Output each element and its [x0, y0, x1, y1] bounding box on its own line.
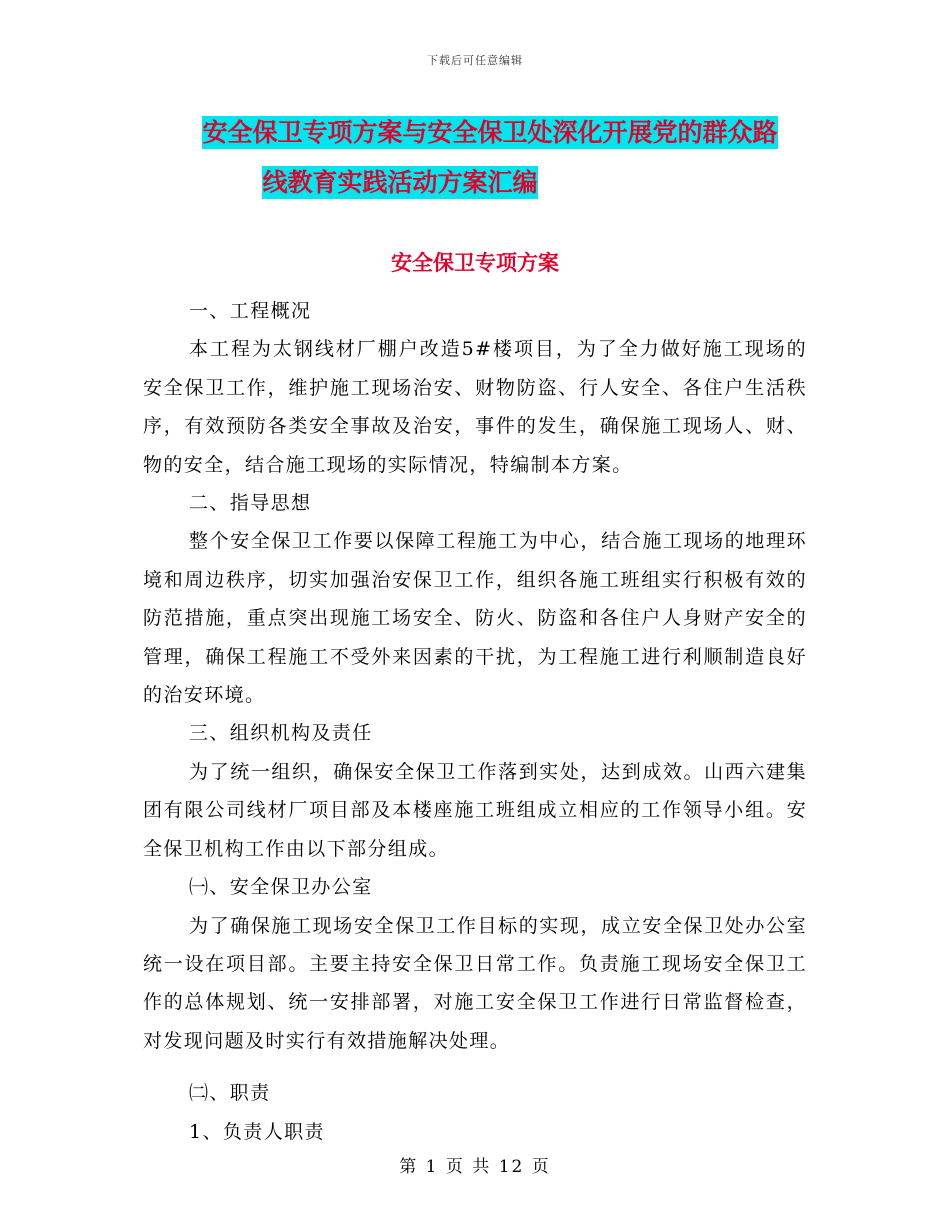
- page-header-note: 下载后可任意编辑: [427, 54, 523, 67]
- paragraph-gap: [143, 1060, 807, 1074]
- document-title: [0, 108, 950, 208]
- heading-duties: ㈡、职责: [189, 1082, 271, 1105]
- document-title-line-2-text: 线教育实践活动方案汇编: [262, 168, 538, 197]
- document-title-line-2: [0, 158, 950, 208]
- document-body: [143, 292, 807, 1151]
- paragraph-project-overview: 本工程为太钢线材厂棚户改造5#楼项目，为了全力做好施工现场的安全保卫工作，维护施工现场治安、财物防盗、行人安全、各住户生活秩序，有效预防各类安全事故及治安，事件的发生，确保施工现场人、财、物的安全，结合施工现场的实际情况，特编制本方案。: [143, 338, 807, 476]
- heading-leader-duties: 1、负责人职责: [189, 1120, 325, 1143]
- document-title-line-1: [0, 108, 950, 158]
- paragraph-guiding-idea: 整个安全保卫工作要以保障工程施工为中心，结合施工现场的地理环境和周边秩序，切实加强治安保卫工作，组织各施工班组实行积极有效的防范措施，重点突出现施工场安全、防火、防盗和各住户人身财产安全的管理，确保工程施工不受外来因素的干扰，为工程施工进行利顺制造良好的治安环境。: [143, 530, 807, 707]
- heading-project-overview: 一、工程概况: [189, 300, 312, 322]
- heading-security-office: ㈠、安全保卫办公室: [189, 876, 373, 899]
- paragraph-security-office: 为了确保施工现场安全保卫工作目标的实现，成立安全保卫处办公室统一设在项目部。主要主持安全保卫日常工作。负责施工现场安全保卫工作的总体规划、统一安排部署，对施工安全保卫工作进行日常监督检查，对发现问题及时实行有效措施解决处理。: [143, 914, 807, 1052]
- section-title: 安全保卫专项方案: [391, 251, 559, 275]
- heading-guiding-idea: 二、指导思想: [189, 492, 312, 515]
- heading-organization: 三、组织机构及责任: [189, 722, 373, 745]
- page-number-footer: 第 1 页 共 12 页: [399, 1157, 551, 1177]
- document-title-line-1-text: 安全保卫专项方案与安全保卫处深化开展党的群众路: [202, 118, 778, 147]
- paragraph-organization: 为了统一组织，确保安全保卫工作落到实处，达到成效。山西六建集团有限公司线材厂项目部及本楼座施工班组成立相应的工作领导小组。安全保卫机构工作由以下部分组成。: [143, 760, 807, 860]
